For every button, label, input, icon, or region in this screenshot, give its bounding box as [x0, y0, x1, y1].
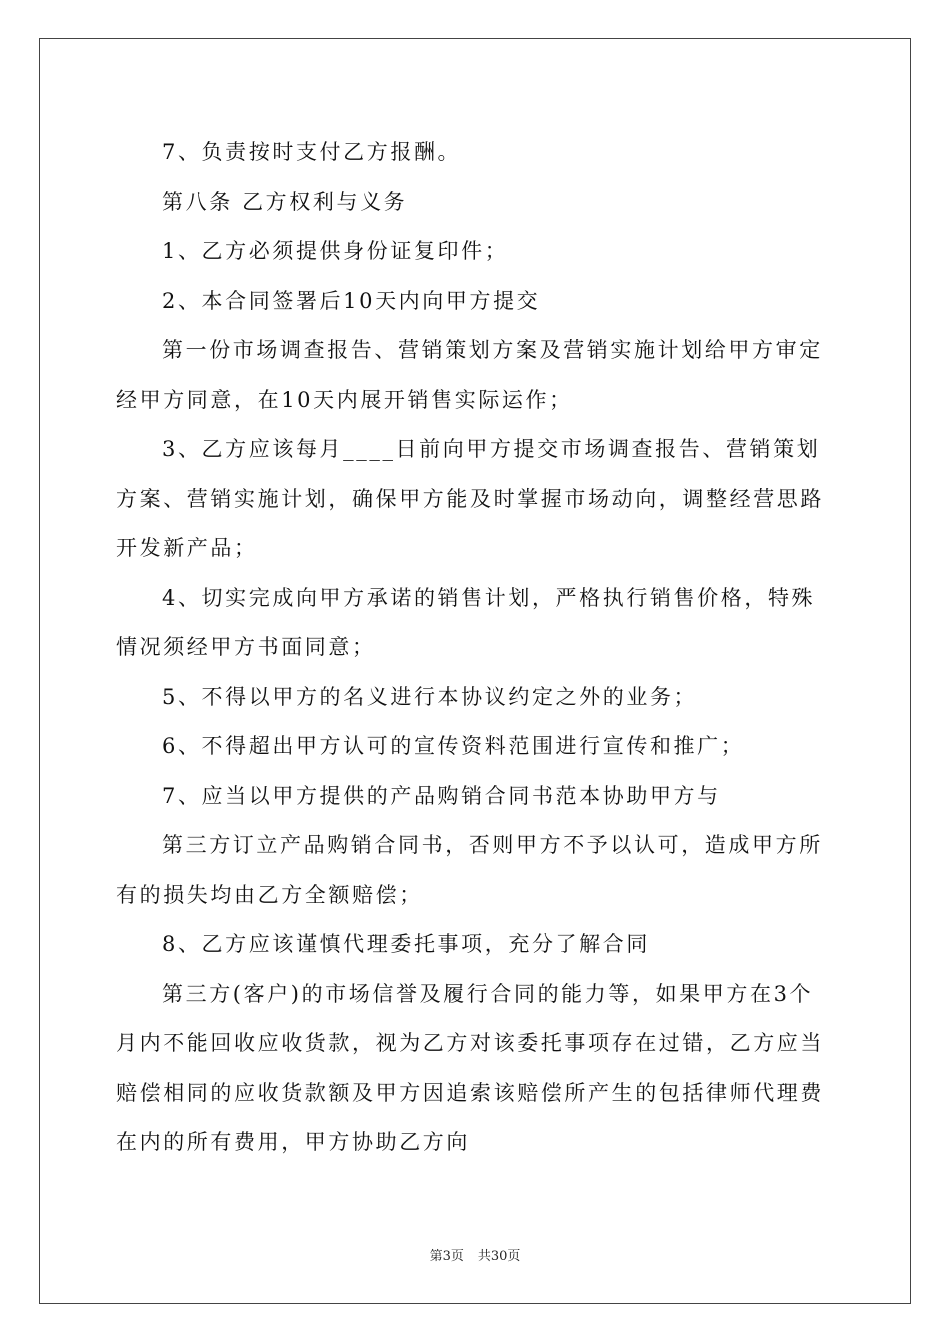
- paragraph-11: 8、乙方应该谨慎代理委托事项，充分了解合同: [162, 932, 650, 956]
- paragraph-1: 7、负责按时支付乙方报酬。: [162, 140, 462, 164]
- paragraph-8: 6、不得超出甲方认可的宣传资料范围进行宣传和推广；: [162, 734, 745, 758]
- paragraph-2: 1、乙方必须提供身份证复印件；: [162, 239, 509, 263]
- paragraph-4: 第一份市场调查报告、营销策划方案及营销实施计划给甲方审定经甲方同意，在10天内展开销售实际运作；: [116, 338, 823, 412]
- article-heading: 第八条 乙方权利与义务: [162, 189, 408, 214]
- paragraph-5: 3、乙方应该每月____日前向甲方提交市场调查报告、营销策划方案、营销实施计划，确保甲方能及时掌握市场动向，调整经营思路开发新产品；: [116, 437, 824, 560]
- page-footer: [0, 1245, 950, 1264]
- paragraph-10: 第三方订立产品购销合同书，否则甲方不予以认可，造成甲方所有的损失均由乙方全额赔偿；: [116, 833, 823, 907]
- document-body: [116, 128, 836, 1168]
- paragraph-3: 2、本合同签署后10天内向甲方提交: [162, 288, 541, 313]
- paragraph-12: 第三方(客户)的市场信誉及履行合同的能力等，如果甲方在3个月内不能回收应收货款，视为乙方对该委托事项存在过错，乙方应当赔偿相同的应收货款额及甲方因追索该赔偿所产生的包括律师代理费在内的所有费用，甲方协助乙方向: [116, 981, 824, 1154]
- page-total: 共30页: [477, 1249, 521, 1264]
- page-number: 第3页: [429, 1249, 464, 1264]
- paragraph-6: 4、切实完成向甲方承诺的销售计划，严格执行销售价格，特殊情况须经甲方书面同意；: [116, 585, 816, 659]
- paragraph-7: 5、不得以甲方的名义进行本协议约定之外的业务；: [162, 684, 698, 709]
- paragraph-9: 7、应当以甲方提供的产品购销合同书范本协助甲方与: [162, 783, 721, 808]
